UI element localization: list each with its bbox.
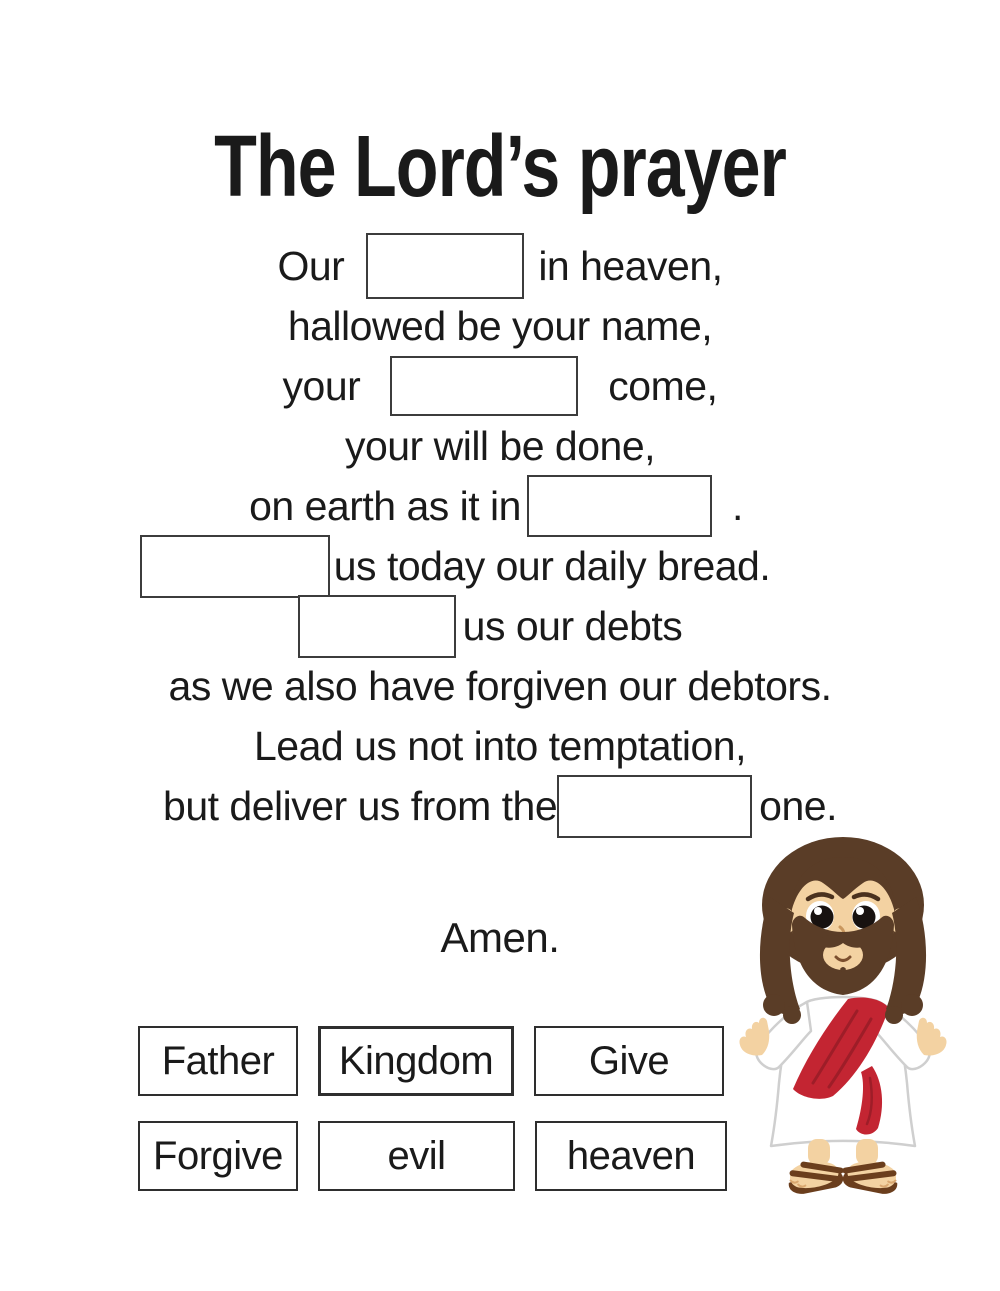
- prayer-text-segment: hallowed be your name,: [287, 302, 713, 349]
- answer-blank[interactable]: [140, 535, 330, 598]
- prayer-text-segment: Our: [277, 242, 345, 289]
- prayer-text-segment: your: [282, 362, 361, 409]
- prayer-line: [0, 236, 1000, 296]
- word-bank: [138, 1026, 727, 1191]
- jesus-illustration: [736, 833, 951, 1198]
- amen-line: Amen.: [440, 914, 560, 961]
- prayer-text-segment: on earth as it in: [249, 482, 521, 529]
- prayer-line: [0, 776, 1000, 836]
- prayer-line: [0, 656, 1000, 716]
- prayer-line: [0, 476, 996, 536]
- prayer-text-segment: as we also have forgiven our debtors.: [168, 662, 832, 709]
- prayer-text-segment: us today our daily bread.: [333, 542, 771, 589]
- prayer-text-segment: come,: [608, 362, 718, 409]
- prayer-text-segment: .: [731, 482, 743, 529]
- prayer-text-segment: us our debts: [462, 602, 683, 649]
- prayer-text-segment: in heaven,: [538, 242, 723, 289]
- word-chip-kingdom[interactable]: Kingdom: [318, 1026, 514, 1096]
- answer-blank[interactable]: [298, 595, 456, 658]
- prayer-text-segment: but deliver us from the: [163, 782, 558, 829]
- prayer-text-segment: one.: [759, 782, 837, 829]
- prayer-line: [0, 416, 1000, 476]
- prayer-line: [0, 536, 955, 596]
- prayer-line: [0, 296, 1000, 356]
- prayer-line: [0, 356, 1000, 416]
- word-chip-father[interactable]: Father: [138, 1026, 298, 1096]
- word-bank-row: [138, 1121, 727, 1191]
- prayer-line: [0, 716, 1000, 776]
- word-chip-forgive[interactable]: Forgive: [138, 1121, 298, 1191]
- prayer-text-segment: Lead us not into temptation,: [253, 722, 746, 769]
- answer-blank[interactable]: [366, 233, 524, 299]
- word-chip-give[interactable]: Give: [534, 1026, 724, 1096]
- page-title: The Lord’s prayer: [214, 117, 786, 215]
- prayer-line: [0, 596, 990, 656]
- title-area: [0, 112, 1000, 220]
- word-chip-evil[interactable]: evil: [318, 1121, 515, 1191]
- prayer-text: [0, 236, 1000, 836]
- answer-blank[interactable]: [527, 475, 712, 537]
- prayer-text-segment: your will be done,: [344, 422, 656, 469]
- jesus-sandals: [786, 1139, 900, 1196]
- word-bank-row: [138, 1026, 727, 1096]
- answer-blank[interactable]: [390, 356, 578, 416]
- answer-blank[interactable]: [557, 775, 752, 838]
- word-chip-heaven[interactable]: heaven: [535, 1121, 727, 1191]
